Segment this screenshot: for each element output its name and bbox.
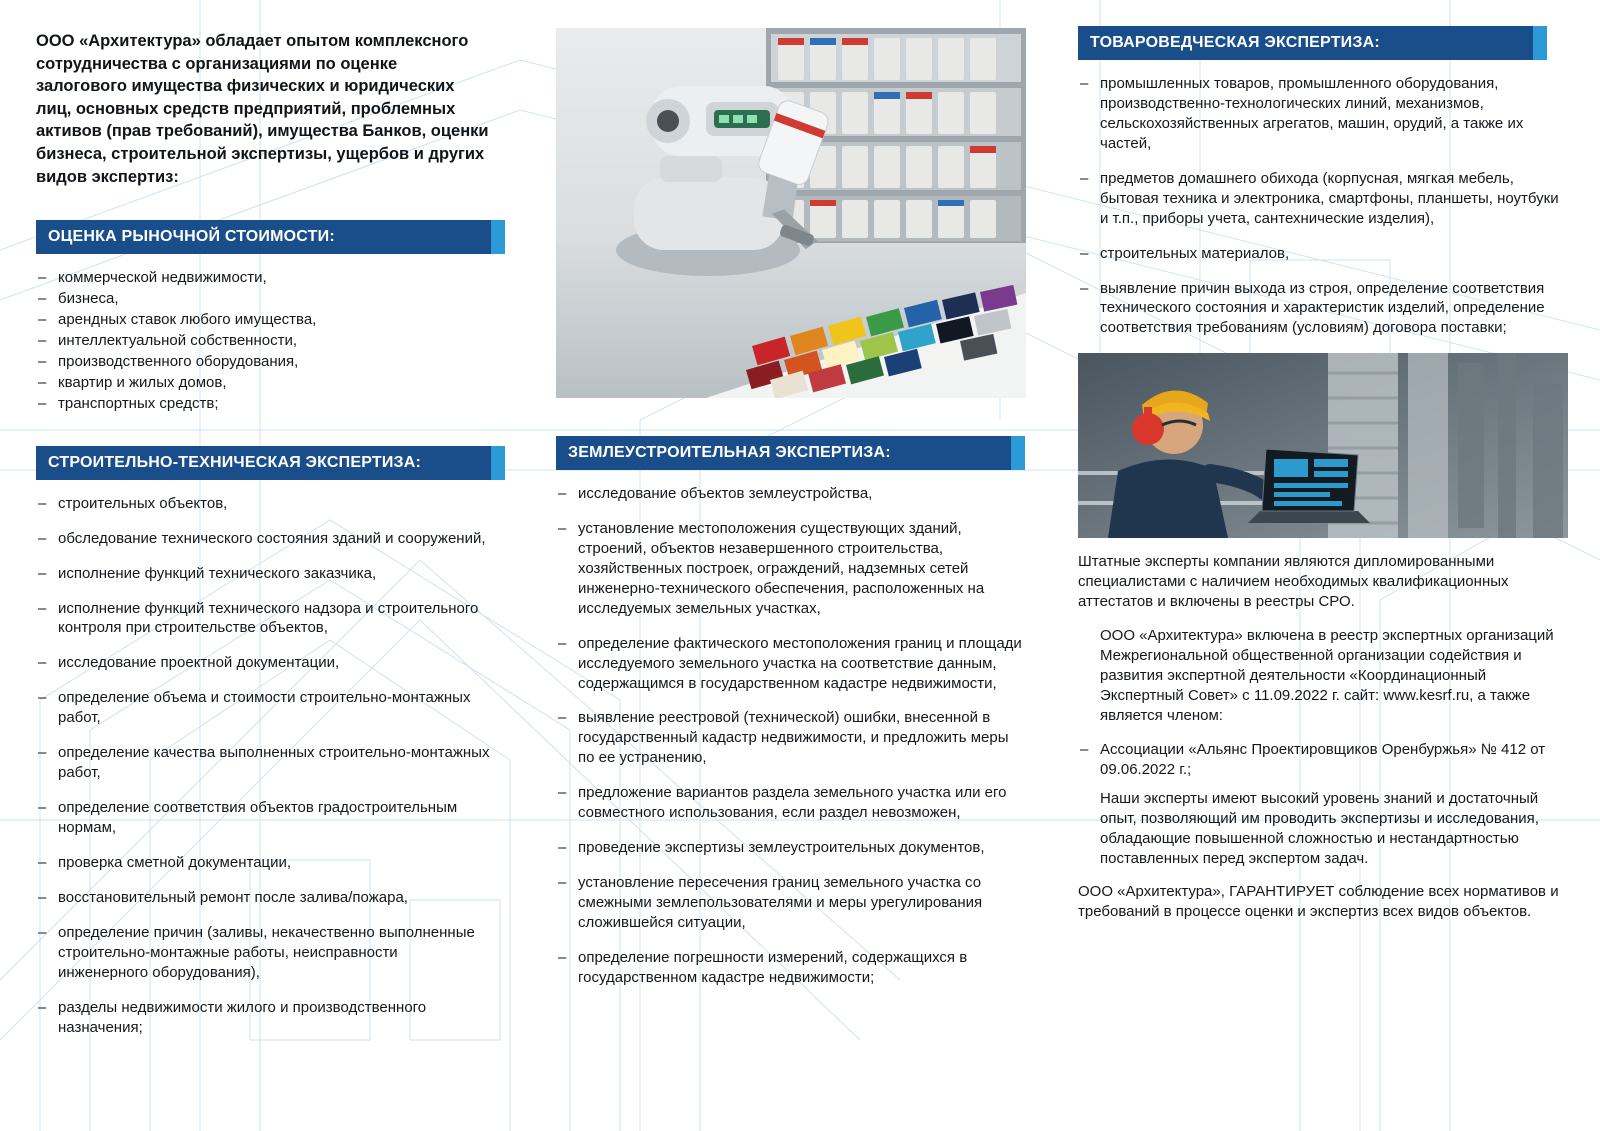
list-item: – транспортных средств; <box>36 394 491 414</box>
list-item: – интеллектуальной собственности, <box>36 331 491 351</box>
list-item: – восстановительный ремонт после залива/пожара, <box>36 888 491 908</box>
list-item: – исследование проектной документации, <box>36 653 491 673</box>
list-item: – исполнение функций технического надзора и строительного контроля при строительстве объектов, <box>36 599 491 639</box>
list-item: – проверка сметной документации, <box>36 853 491 873</box>
heading-accent-tail <box>491 220 505 254</box>
heading-goods <box>1078 26 1533 60</box>
list-item: – строительных объектов, <box>36 494 491 514</box>
engineer-photo <box>1078 353 1568 538</box>
list-item: – определение погрешности измерений, содержащихся в государственном кадастре недвижимости; <box>556 948 1026 988</box>
heading-accent-tail <box>1011 436 1025 470</box>
list-item: – разделы недвижимости жилого и производственного назначения; <box>36 998 491 1038</box>
list-item: – установление местоположения существующих зданий, строений, объектов незавершенного строительства, хозяйственных построек, ограждений, надземных сетей инженерно-технического обеспечения, расположенных на исследуемых земельных участках, <box>556 519 1026 619</box>
list-item: – исполнение функций технического заказчика, <box>36 564 491 584</box>
list-item: – определение фактического местоположения границ и площади исследуемого земельного участка на соответствие данным, содержащимся в государственном кадастре недвижимости, <box>556 634 1026 694</box>
list-goods <box>1078 74 1568 338</box>
left-column <box>36 0 491 1053</box>
middle-column <box>556 0 1026 1003</box>
right-paragraph-1: Штатные эксперты компании являются дипломированными специалистами с наличием необходимых квалификационных аттестатов и включены в реестры СРО. <box>1078 553 1509 611</box>
right-paragraph-3: Наши эксперты имеют высокий уровень знаний и достаточный опыт, позволяющий им проводить экспертизы и исследования, обладающие повышенной сложностью и нестандартностью поставленных перед экспертом задач. <box>1100 789 1539 867</box>
intro-paragraph: ООО «Архитектура» обладает опытом комплексного сотрудничества с организациями по оценке залогового имущества физических и юридических лиц, основных средств предприятий, проблемных активов (прав требований), имущества Банков, оценки бизнеса, строительной экспертизы, ущербов и других видов экспертиз: <box>36 32 489 186</box>
heading-construction-label: СТРОИТЕЛЬНО-ТЕХНИЧЕСКАЯ ЭКСПЕРТИЗА: <box>48 453 422 471</box>
list-item: – производственного оборудования, <box>36 352 491 372</box>
list-item: – коммерческой недвижимости, <box>36 268 491 288</box>
right-paragraph-2: ООО «Архитектура» включена в реестр экспертных организаций Межрегиональной общественной организации содействия и развития экспертной деятельности «Координационный Экспертный Совет» с 11.09.2022 г. сайт: www.kesrf.ru, а также является членом: <box>1100 627 1554 724</box>
list-item: – обследование технического состояния зданий и сооружений, <box>36 529 491 549</box>
heading-construction <box>36 446 491 480</box>
list-item: – установление пересечения границ земельного участка со смежными землепользователями и меры урегулирования сложившейся ситуации, <box>556 873 1026 933</box>
list-item: – определение соответствия объектов градостроительным нормам, <box>36 798 491 838</box>
list-item: – бизнеса, <box>36 289 491 309</box>
list-land <box>556 484 1026 988</box>
heading-market-value-label: ОЦЕНКА РЫНОЧНОЙ СТОИМОСТИ: <box>48 228 335 246</box>
list-item: – выявление реестровой (технической) ошибки, внесенной в государственный кадастр недвижимости, и предложить меры по ее устранению, <box>556 708 1026 768</box>
list-item: – определение качества выполненных строительно-монтажных работ, <box>36 743 491 783</box>
list-item: – предложение вариантов раздела земельного участка или его совместного использования, если раздел невозможен, <box>556 783 1026 823</box>
list-item: – определение объема и стоимости строительно-монтажных работ, <box>36 688 491 728</box>
heading-accent-tail <box>491 446 505 480</box>
heading-accent-tail <box>1533 26 1547 60</box>
list-construction <box>36 494 491 1038</box>
list-item: – строительных материалов, <box>1078 244 1568 264</box>
list-item: – арендных ставок любого имущества, <box>36 310 491 330</box>
list-item: – квартир и жилых домов, <box>36 373 491 393</box>
right-paragraph-4: ООО «Архитектура», ГАРАНТИРУЕТ соблюдение всех нормативов и требований в процессе оценки и экспертиз всех видов объектов. <box>1078 883 1559 921</box>
list-membership <box>1078 740 1568 780</box>
right-column <box>1078 0 1568 936</box>
list-item: – промышленных товаров, промышленного оборудования, производственно-технологических линий, механизмов, сельскохозяйственных агрегатов, машин, орудий, а также их частей, <box>1078 74 1568 154</box>
heading-land-label: ЗЕМЛЕУСТРОИТЕЛЬНАЯ ЭКСПЕРТИЗА: <box>568 444 891 461</box>
heading-land <box>556 436 1011 470</box>
list-item: – предметов домашнего обихода (корпусная, мягкая мебель, бытовая техника и электроника, смартфоны, планшеты, ноутбуки и т.п., приборы учета, сантехнические изделия), <box>1078 169 1568 229</box>
list-item: – выявление причин выхода из строя, определение соответствия технического состояния и характеристик изделий, определение соответствия требованиям (условиям) договора поставки; <box>1078 279 1568 339</box>
list-item: – исследование объектов землеустройства, <box>556 484 1026 504</box>
list-item: – проведение экспертизы землеустроительных документов, <box>556 838 1026 858</box>
heading-goods-label: ТОВАРОВЕДЧЕСКАЯ ЭКСПЕРТИЗА: <box>1090 34 1380 51</box>
list-market-value <box>36 268 491 414</box>
paint-robot-photo <box>556 28 1026 398</box>
heading-market-value <box>36 220 491 254</box>
list-item: – определение причин (заливы, некачественно выполненные строительно-монтажные работы, неисправности инженерного оборудования), <box>36 923 491 983</box>
list-item: – Ассоциации «Альянс Проектировщиков Оренбуржья» № 412 от 09.06.2022 г.; <box>1078 740 1568 780</box>
